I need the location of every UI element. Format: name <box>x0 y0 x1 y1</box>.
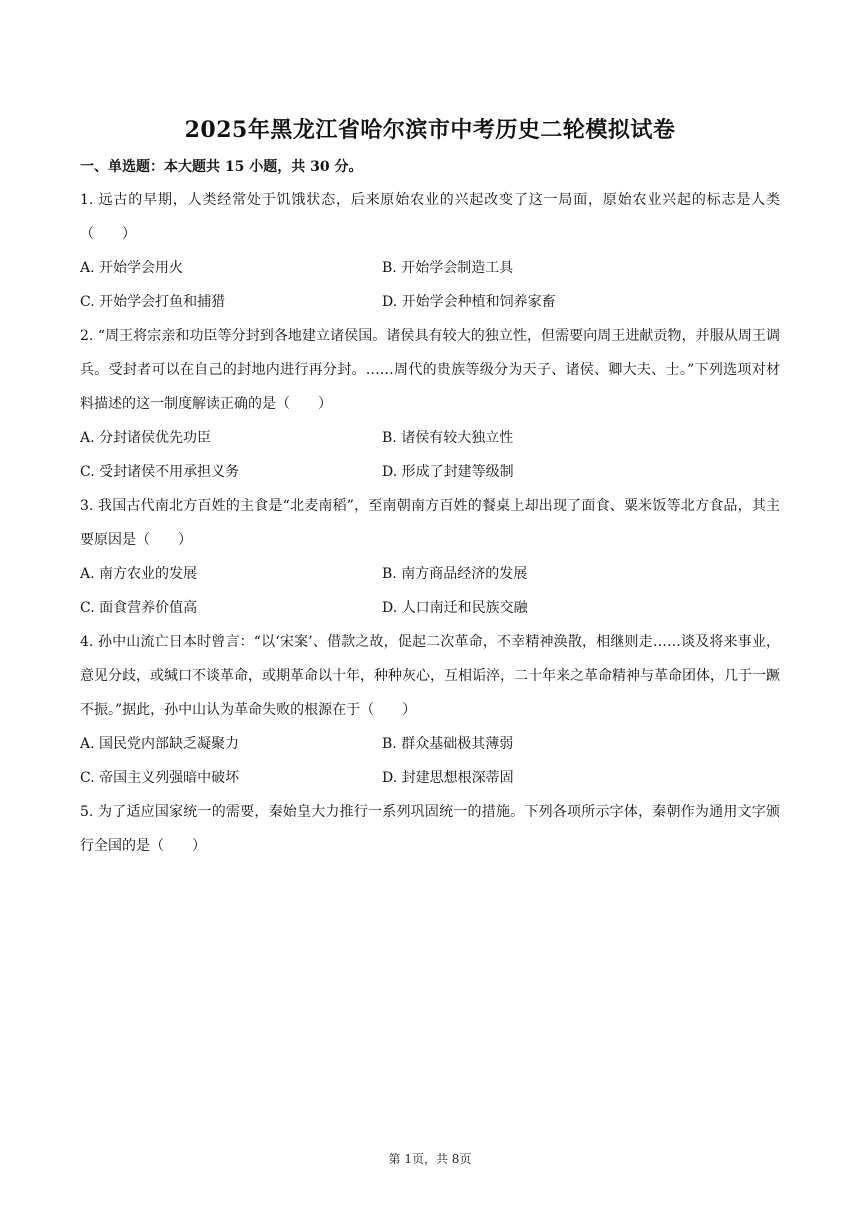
page-title: 2025年黑龙江省哈尔滨市中考历史二轮模拟试卷 <box>184 117 676 143</box>
question-2 <box>80 319 780 489</box>
option-b: B. 诸侯有较大独立性 <box>382 430 514 446</box>
option-a: A. 开始学会用火 <box>80 260 184 276</box>
option-b: B. 南方商品经济的发展 <box>382 566 528 582</box>
question-list <box>80 183 780 863</box>
option-group <box>80 251 780 319</box>
option-c: C. 开始学会打鱼和捕猎 <box>80 294 226 310</box>
question-stem: 3. 我国古代南北方百姓的主食是“北麦南稻”，至南朝南方百姓的餐桌上却出现了面食、粟米饭等北方食品，其主要原因是（ ） <box>80 498 780 548</box>
option-d: D. 人口南迁和民族交融 <box>382 600 528 616</box>
question-4 <box>80 625 780 795</box>
question-5 <box>80 795 780 863</box>
option-d: D. 形成了封建等级制 <box>382 464 514 480</box>
option-group <box>80 727 780 795</box>
page-footer: 第 1页，共 8页 <box>388 1152 472 1166</box>
section-heading: 一、单选题：本大题共 15 小题，共 30 分。 <box>80 159 363 175</box>
option-c: C. 面食营养价值高 <box>80 600 198 616</box>
option-a: A. 分封诸侯优先功臣 <box>80 430 212 446</box>
question-stem: 2. “周王将宗亲和功臣等分封到各地建立诸侯国。诸侯具有较大的独立性，但需要向周王进献贡物，并服从周王调兵。受封者可以在自己的封地内进行再分封。……周代的贵族等级分为天子、诸侯、卿大夫、士。”下列选项对材料描述的这一制度解读正确的是（ ） <box>80 328 780 412</box>
option-group <box>80 557 780 625</box>
option-b: B. 群众基础极其薄弱 <box>382 736 514 752</box>
question-3 <box>80 489 780 625</box>
option-d: D. 开始学会种植和饲养家畜 <box>382 294 556 310</box>
option-a: A. 国民党内部缺乏凝聚力 <box>80 736 240 752</box>
option-group <box>80 421 780 489</box>
question-stem: 4. 孙中山流亡日本时曾言：“以‘宋案’、借款之故，促起二次革命，不幸精神涣散，相继则走……谈及将来事业，意见分歧，或缄口不谈革命，或期革命以十年，种种灰心，互相诟淬，二十年来之革命精神与革命团体，几于一蹶不振。”据此，孙中山认为革命失败的根源在于（ ） <box>80 634 780 718</box>
option-d: D. 封建思想根深蒂固 <box>382 770 514 786</box>
option-a: A. 南方农业的发展 <box>80 566 198 582</box>
option-c: C. 帝国主义列强暗中破坏 <box>80 770 240 786</box>
option-c: C. 受封诸侯不用承担义务 <box>80 464 240 480</box>
question-stem: 1. 远古的早期，人类经常处于饥饿状态，后来原始农业的兴起改变了这一局面，原始农业兴起的标志是人类（ ） <box>80 192 780 242</box>
question-stem: 5. 为了适应国家统一的需要，秦始皇大力推行一系列巩固统一的措施。下列各项所示字体，秦朝作为通用文字颁行全国的是（ ） <box>80 804 780 854</box>
question-1 <box>80 183 780 319</box>
option-b: B. 开始学会制造工具 <box>382 260 514 276</box>
